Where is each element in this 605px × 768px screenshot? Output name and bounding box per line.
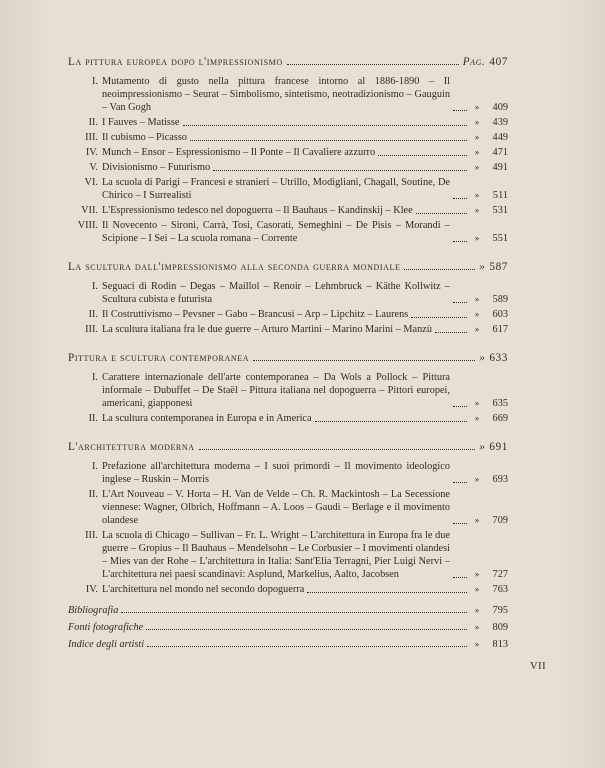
back-matter-page-number: 809 (492, 622, 508, 633)
ditto-marker: » (474, 294, 480, 304)
ditto-marker: » (474, 117, 480, 127)
back-matter-title: Bibliografia (68, 605, 119, 616)
ditto-marker: » (474, 324, 480, 334)
chapter-number: I. (91, 76, 98, 87)
page-prefix: Pag. (462, 56, 486, 68)
toc-section (68, 352, 508, 425)
section-heading (68, 352, 508, 365)
chapter-text: Il Novecento – Sironi, Carrà, Tosi, Casorati, Semeghini – De Pisis – Morandi – Scipione – I Sei – La scuola romana – Corrente (102, 220, 450, 244)
chapter-number: IV. (85, 584, 98, 595)
chapter-number: III. (85, 324, 98, 335)
chapter-text: Munch – Ensor – Espressionismo – Il Ponte – Il Cavaliere azzurro (102, 147, 376, 158)
chapter-page-number: 511 (492, 190, 508, 201)
chapter-number: I. (91, 461, 98, 472)
chapter-page-number: 709 (492, 515, 508, 526)
ditto-marker: » (474, 205, 480, 215)
chapter-entry (68, 371, 508, 410)
back-matter-entry (68, 621, 508, 634)
ditto-marker: » (474, 309, 480, 319)
dot-leader (453, 577, 467, 578)
chapter-entry (68, 583, 508, 596)
chapter-list (68, 280, 508, 336)
page-folio: VII (530, 661, 547, 672)
ditto-marker: » (474, 132, 480, 142)
chapter-body (102, 280, 508, 306)
chapter-body (102, 371, 508, 410)
chapter-page-number: 635 (492, 398, 508, 409)
chapter-text: L'Art Nouveau – V. Horta – H. Van de Velde – Ch. R. Mackintosh – La Secessione viennese: Wagner, Olbrich, Hoffmann – A. Loos – Gaudì – Berlage e il movimento olandese (102, 489, 450, 526)
section-page-ref (479, 352, 508, 365)
section-page-number: 587 (489, 261, 508, 273)
chapter-page-number: 551 (492, 233, 508, 244)
chapter-page-number: 603 (492, 309, 508, 320)
chapter-text: L'Espressionismo tedesco nel dopoguerra – Il Bauhaus – Kandinskij – Klee (102, 205, 413, 216)
dot-leader (121, 612, 467, 613)
ditto-marker: » (474, 622, 480, 632)
ditto-marker: » (474, 515, 480, 525)
dot-leader (199, 449, 476, 450)
chapter-body (102, 460, 508, 486)
chapter-text: I Fauves – Matisse (102, 117, 180, 128)
chapter-number: II. (88, 413, 98, 424)
chapter-page-number: 669 (492, 413, 508, 424)
dot-leader (287, 64, 459, 65)
dot-leader (404, 269, 475, 270)
dot-leader (453, 406, 467, 407)
chapter-body (102, 412, 508, 425)
dot-leader (453, 523, 467, 524)
section-title: La scultura dall'impressionismo alla seconda guerra mondiale (68, 261, 401, 273)
dot-leader (453, 302, 467, 303)
chapter-entry (68, 116, 508, 129)
chapter-page-number: 491 (492, 162, 508, 173)
section-heading (68, 441, 508, 454)
chapter-entry (68, 308, 508, 321)
chapter-list (68, 75, 508, 245)
chapter-page-number: 693 (492, 474, 508, 485)
dot-leader (453, 198, 467, 199)
chapter-number: VII. (81, 205, 98, 216)
chapter-text: La scultura italiana fra le due guerre – Arturo Martini – Marino Marini – Manzù (102, 324, 432, 335)
section-heading (68, 56, 508, 69)
dot-leader (416, 213, 467, 214)
dot-leader (453, 482, 467, 483)
chapter-entry (68, 75, 508, 114)
chapter-entry (68, 280, 508, 306)
chapter-body (102, 529, 508, 581)
chapter-entry (68, 204, 508, 217)
ditto-marker: » (474, 569, 480, 579)
chapter-text: Prefazione all'architettura moderna – I suoi primordi – Il movimento ideologico inglese – Ruskin – Morris (102, 461, 450, 485)
chapter-entry (68, 131, 508, 144)
dot-leader (378, 155, 467, 156)
chapter-body (102, 75, 508, 114)
section-page-number: 407 (489, 56, 508, 68)
ditto-marker: » (474, 605, 480, 615)
section-title: La pittura europea dopo l'impressionismo (68, 56, 283, 68)
chapter-body (102, 488, 508, 527)
chapter-page-number: 727 (492, 569, 508, 580)
chapter-body (102, 176, 508, 202)
table-of-contents (68, 56, 508, 655)
toc-section (68, 56, 508, 245)
dot-leader (453, 110, 467, 111)
ditto-marker: » (474, 474, 480, 484)
chapter-body (102, 323, 508, 336)
chapter-entry (68, 146, 508, 159)
dot-leader (147, 646, 467, 647)
ditto-marker: » (474, 639, 480, 649)
dot-leader (183, 125, 467, 126)
section-page-number: 633 (489, 352, 508, 364)
page-prefix: » (479, 441, 486, 453)
chapter-number: II. (88, 309, 98, 320)
chapter-entry (68, 176, 508, 202)
chapter-number: IV. (85, 147, 98, 158)
dot-leader (213, 170, 467, 171)
chapter-text: Carattere internazionale dell'arte contemporanea – Da Wols a Pollock – Pittura informale – Dubuffet – De Staël – Pittura italiana nel dopoguerra – Pittori europei, americani, giapponesi (102, 372, 450, 409)
chapter-body (102, 308, 508, 321)
chapter-text: La scuola di Parigi – Francesi e stranieri – Utrillo, Modigliani, Chagall, Soutine, De Chirico – I Surrealisti (102, 177, 450, 201)
chapter-entry (68, 460, 508, 486)
chapter-page-number: 589 (492, 294, 508, 305)
chapter-entry (68, 161, 508, 174)
chapter-number: V. (89, 162, 98, 173)
chapter-body (102, 219, 508, 245)
chapter-number: VI. (84, 177, 98, 188)
chapter-number: I. (91, 372, 98, 383)
chapter-page-number: 449 (492, 132, 508, 143)
toc-section (68, 441, 508, 596)
dot-leader (435, 332, 467, 333)
chapter-body (102, 204, 508, 217)
chapter-entry (68, 323, 508, 336)
chapter-page-number: 763 (492, 584, 508, 595)
page-prefix: » (479, 352, 486, 364)
chapter-number: VIII. (77, 220, 98, 231)
chapter-text: Il cubismo – Picasso (102, 132, 187, 143)
chapter-text: L'architettura nel mondo nel secondo dopoguerra (102, 584, 305, 595)
chapter-text: Mutamento di gusto nella pittura francese intorno al 1886-1890 – Il neoimpressionismo – Seurat – Simbolismo, sintetismo, neotradizionismo – Gauguin – Van Gogh (102, 76, 450, 113)
section-title: L'architettura moderna (68, 441, 195, 453)
dot-leader (315, 421, 467, 422)
dot-leader (190, 140, 467, 141)
chapter-page-number: 617 (492, 324, 508, 335)
ditto-marker: » (474, 584, 480, 594)
chapter-text: La scuola di Chicago – Sullivan – Fr. L. Wright – L'architettura in Europa fra le due guerre – Gropius – Il Bauhaus – Mendelsohn – Le Corbusier – I movimenti olandesi – Mies van der Rohe – L'architettura in Italia: Sant'Elia Terragni, Pier Luigi Nervi – L'architettura nei paesi scandinavi: Asplund, Markelius, Aalto, Jacobsen (102, 530, 450, 580)
section-page-ref (479, 441, 508, 454)
back-matter-page-number: 795 (492, 605, 508, 616)
back-matter (68, 604, 508, 651)
back-matter-entry (68, 638, 508, 651)
chapter-entry (68, 488, 508, 527)
ditto-marker: » (474, 233, 480, 243)
chapter-number: I. (91, 281, 98, 292)
chapter-number: II. (88, 117, 98, 128)
ditto-marker: » (474, 413, 480, 423)
chapter-text: Seguaci di Rodin – Degas – Maillol – Renoir – Lehmbruck – Käthe Kollwitz – Scultura cubista e futurista (102, 281, 450, 305)
chapter-text: La scultura contemporanea in Europa e in America (102, 413, 312, 424)
chapter-text: Il Costruttivismo – Pevsner – Gabo – Brancusi – Arp – Lipchitz – Laurens (102, 309, 409, 320)
dot-leader (411, 317, 467, 318)
chapter-entry (68, 219, 508, 245)
chapter-list (68, 371, 508, 425)
chapter-number: II. (88, 489, 98, 500)
chapter-body (102, 131, 508, 144)
back-matter-page-number: 813 (492, 639, 508, 650)
section-page-ref (463, 56, 508, 69)
chapter-entry (68, 412, 508, 425)
section-heading (68, 261, 508, 274)
section-title: Pittura e scultura contemporanea (68, 352, 250, 364)
page-prefix: » (479, 261, 486, 273)
chapter-body (102, 583, 508, 596)
chapter-page-number: 439 (492, 117, 508, 128)
chapter-page-number: 409 (492, 102, 508, 113)
chapter-page-number: 471 (492, 147, 508, 158)
chapter-list (68, 460, 508, 596)
ditto-marker: » (474, 162, 480, 172)
chapter-entry (68, 529, 508, 581)
ditto-marker: » (474, 147, 480, 157)
chapter-body (102, 116, 508, 129)
chapter-body (102, 161, 508, 174)
chapter-page-number: 531 (492, 205, 508, 216)
back-matter-title: Indice degli artisti (68, 639, 145, 650)
ditto-marker: » (474, 190, 480, 200)
back-matter-entry (68, 604, 508, 617)
section-page-number: 691 (489, 441, 508, 453)
ditto-marker: » (474, 102, 480, 112)
chapter-text: Divisionismo – Futurismo (102, 162, 211, 173)
dot-leader (253, 360, 475, 361)
ditto-marker: » (474, 398, 480, 408)
toc-section (68, 261, 508, 336)
chapter-body (102, 146, 508, 159)
back-matter-title: Fonti fotografiche (68, 622, 144, 633)
dot-leader (146, 629, 467, 630)
section-page-ref (479, 261, 508, 274)
dot-leader (307, 592, 467, 593)
chapter-number: III. (85, 132, 98, 143)
chapter-number: III. (85, 530, 98, 541)
dot-leader (453, 241, 467, 242)
